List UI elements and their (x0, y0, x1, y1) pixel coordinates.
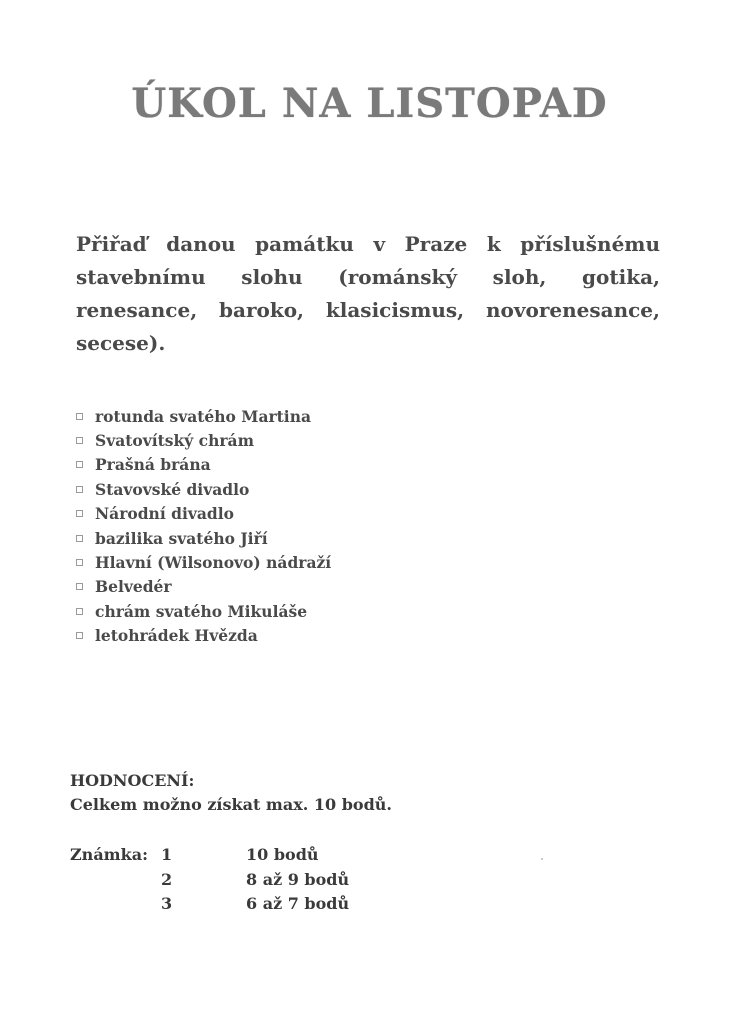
monument-name: Svatovítský chrám (95, 431, 254, 451)
monument-name: chrám svatého Mikuláše (95, 601, 308, 621)
square-bullet-icon (76, 559, 83, 566)
list-item (76, 599, 331, 623)
list-item (76, 428, 331, 452)
grade-points: 10 bodů (246, 845, 319, 864)
square-bullet-icon (76, 535, 83, 542)
list-item (76, 624, 331, 648)
square-bullet-icon (76, 437, 83, 444)
square-bullet-icon (76, 486, 83, 493)
monument-name: Prašná brána (95, 455, 211, 475)
scan-speck (541, 858, 543, 860)
monument-name: Národní divadlo (95, 504, 234, 524)
monument-name: rotunda svatého Martina (95, 406, 312, 426)
list-item (76, 575, 331, 599)
monument-list (76, 404, 331, 648)
grade-value: 3 (161, 894, 173, 913)
square-bullet-icon (76, 583, 83, 590)
monument-name: Belvedér (95, 577, 172, 597)
monument-name: letohrádek Hvězda (95, 626, 258, 646)
square-bullet-icon (76, 510, 83, 517)
monument-name: Hlavní (Wilsonovo) nádraží (95, 553, 332, 573)
list-item (76, 477, 331, 501)
list-item (76, 526, 331, 550)
page-title: ÚKOL NA LISTOPAD (131, 80, 608, 127)
square-bullet-icon (76, 461, 83, 468)
square-bullet-icon (76, 608, 83, 615)
grade-label: Známka: (70, 845, 148, 864)
evaluation-text: Celkem možno získat max. 10 bodů. (70, 795, 392, 814)
list-item (76, 453, 331, 477)
grade-value: 2 (161, 870, 173, 889)
evaluation-heading: HODNOCENÍ: (70, 771, 195, 790)
task-instructions: Přiřaď danou památku v Praze k příslušnému stavebnímu slohu (románský sloh, gotika, renesance, baroko, klasicismus, novorenesance, secese). (76, 232, 660, 355)
grade-value: 1 (161, 845, 173, 864)
monument-name: Stavovské divadlo (95, 479, 250, 499)
grade-points: 8 až 9 bodů (246, 870, 350, 889)
list-item (76, 550, 331, 574)
square-bullet-icon (76, 413, 83, 420)
monument-name: bazilika svatého Jiří (95, 528, 268, 548)
grade-points: 6 až 7 bodů (246, 894, 350, 913)
list-item (76, 404, 331, 428)
square-bullet-icon (76, 632, 83, 639)
list-item (76, 502, 331, 526)
